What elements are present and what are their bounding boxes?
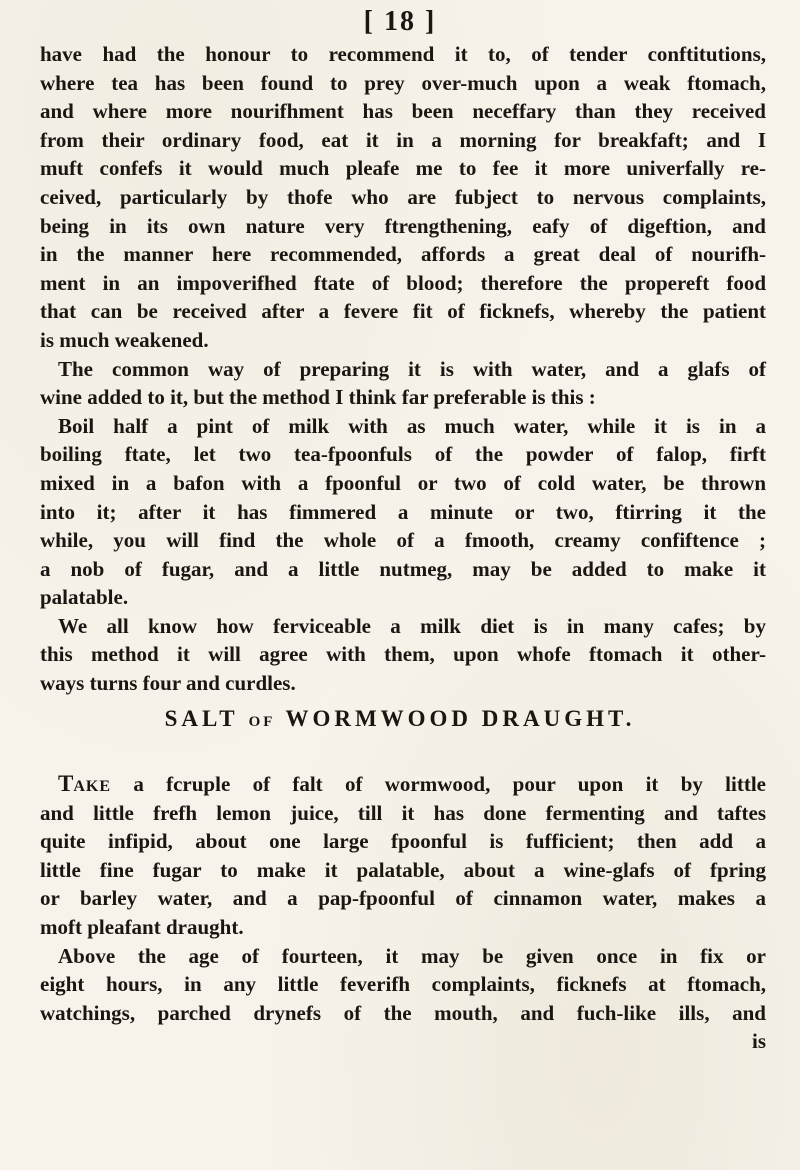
drop-word-rest: AKE [73, 778, 112, 795]
text-line: watchings, parched drynefs of the mouth, and fuch-like ills, and [40, 1000, 766, 1025]
text-line: muft confefs it would much pleafe me to fee it more univerfally re- [40, 156, 766, 181]
text-line: this method it will agree with them, upon whofe ftomach it other- [40, 642, 766, 667]
page-number: [ 18 ] [363, 6, 437, 37]
heading-word-of: OF [248, 714, 276, 730]
text-line: and little frefh lemon juice, till it has done fermenting and taftes [40, 800, 766, 825]
text-line: have had the honour to recommend it to, of tender conftitutions, [40, 42, 766, 66]
text-line: Boil half a pint of milk with as much water, while it is in a [58, 413, 766, 438]
text-line: and where more nourifhment has been neceffary than they received [40, 99, 766, 124]
text-line: while, you will find the whole of a fmooth, creamy confiftence ; [40, 528, 766, 553]
text-line: little fine fugar to make it palatable, about a wine-glafs of fpring [40, 857, 766, 882]
heading-word-salt: SALT [164, 706, 239, 731]
text-line: mixed in a bafon with a fpoonful or two of cold water, be thrown [40, 470, 766, 495]
recipe-first-line [40, 770, 766, 799]
text-line: quite infipid, about one large fpoonful is fufficient; then add a [40, 829, 766, 854]
text-line: ways turns four and curdles. [40, 671, 296, 696]
text-line: or barley water, and a pap-fpoonful of cinnamon water, makes a [40, 886, 766, 911]
text-line: We all know how ferviceable a milk diet is in many cafes; by [58, 613, 766, 638]
text-line: being in its own nature very ftrengthening, eafy of digeftion, and [40, 213, 766, 238]
text-line: ceived, particularly by thofe who are fubject to nervous complaints, [40, 184, 766, 209]
text-line: boiling ftate, let two tea-fpoonfuls of the powder of falop, firft [40, 442, 766, 467]
text-line: ment in an impoverifhed ftate of blood; therefore the propereft food [40, 270, 766, 295]
recipe-text-block [40, 770, 766, 1056]
text-line: into it; after it has fimmered a minute or two, ftirring it the [40, 499, 766, 524]
text-line: from their ordinary food, eat it in a morning for breakfaft; and I [40, 127, 766, 152]
section-heading [0, 706, 800, 732]
first-line-rest: a fcruple of falt of wormwood, pour upon it by little [111, 772, 766, 796]
text-line: that can be received after a fevere fit of ficknefs, whereby the patient [40, 299, 766, 324]
text-line: palatable. [40, 585, 129, 610]
text-line: a nob of fugar, and a little nutmeg, may be added to make it [40, 556, 766, 581]
text-line: where tea has been found to prey over-much upon a weak ftomach, [40, 70, 766, 95]
text-line: moft pleafant draught. [40, 914, 244, 939]
text-line: eight hours, in any little feverifh complaints, ficknefs at ftomach, [40, 972, 766, 997]
heading-words-wormwood-draught: WORMWOOD DRAUGHT. [285, 706, 636, 731]
drop-word-cap: T [58, 771, 74, 796]
text-line: Above the age of fourteen, it may be given once in fix or [58, 943, 766, 968]
catchword: is [751, 1029, 766, 1054]
text-line: in the manner here recommended, affords a great deal of nourifh- [40, 242, 766, 267]
upper-text-block [40, 40, 766, 698]
text-line: wine added to it, but the method I think far preferable is this : [40, 385, 596, 410]
text-line: The common way of preparing it is with water, and a glafs of [58, 356, 766, 381]
text-line: is much weakened. [40, 327, 209, 352]
